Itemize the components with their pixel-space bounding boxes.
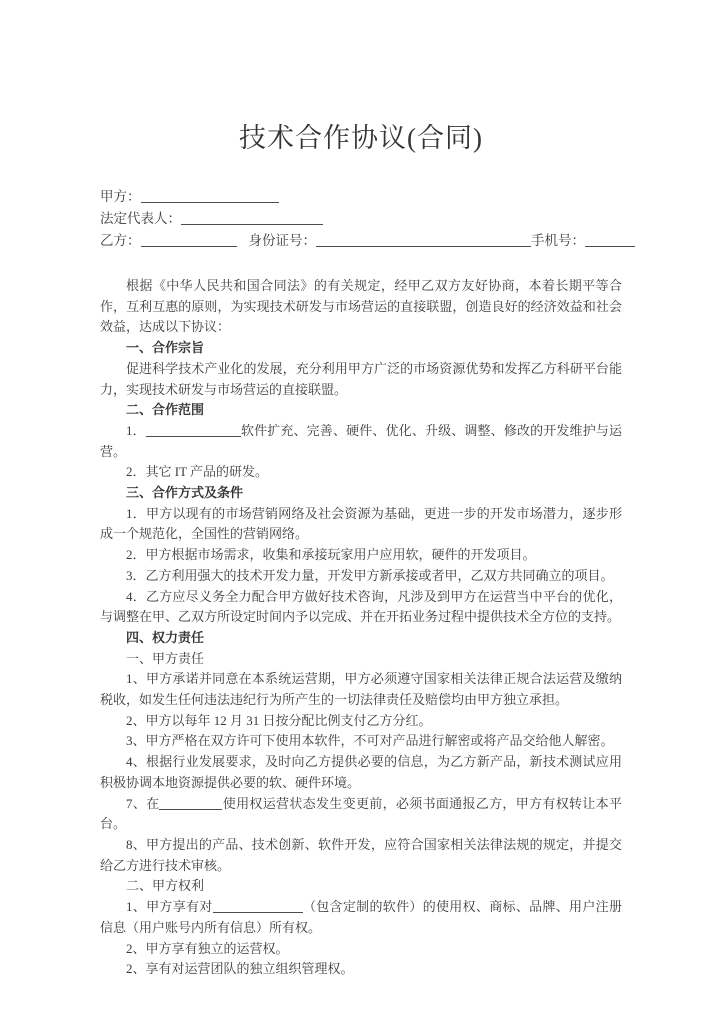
section-4a-item-8: 8、甲方提出的产品、技术创新、软件开发，应符合国家相关法律法规的规定，并提交给乙方进行技术审核。 xyxy=(100,836,622,873)
legal-representative-label: 法定代表人： xyxy=(100,211,181,226)
section-3-item-3: 3．乙方利用强大的技术开发力量，开发甲方新承接或者甲，乙双方共同确立的项目。 xyxy=(126,567,614,583)
contract-body xyxy=(100,276,622,980)
section-2-item-1 xyxy=(100,421,622,462)
section-2-item-1-blank xyxy=(146,424,241,437)
section-4b-heading: 二、甲方权利 xyxy=(126,878,205,894)
party-a-label: 甲方： xyxy=(100,189,141,204)
section-4a-item-4: 4、根据行业发展要求，及时向乙方提供必要的信息，为乙方新产品，新技术测试应用积极协调本地资源提供必要的软、硬件环境。 xyxy=(100,754,622,790)
party-info-block xyxy=(100,186,622,252)
section-4b-item-2: 2、甲方享有独立的运营权。 xyxy=(126,940,289,956)
section-4b-item-1-pre: 1、甲方享有对 xyxy=(126,899,213,915)
phone-number-blank xyxy=(585,234,635,247)
id-number-label: 身份证号： xyxy=(248,233,316,248)
section-4b-item-1 xyxy=(100,897,622,938)
party-a-blank xyxy=(141,190,279,203)
section-3-item-2: 2．甲方根据市场需求，收集和承接玩家用户应用软，硬件的开发项目。 xyxy=(126,547,536,563)
section-4a-item-7 xyxy=(100,794,622,835)
section-2-item-2: 2．其它 IT 产品的研发。 xyxy=(126,464,269,480)
document-title: 技术合作协议(合同) xyxy=(239,123,483,153)
section-2-item-1-text: 软件扩充、完善、硬件、优化、升级、调整、修改的开发维护与运营。 xyxy=(100,422,622,459)
section-4b-item-1-text: （包含定制的软件）的使用权、商标、品牌、用户注册信息（用户账号内所有信息）所有权。 xyxy=(100,899,622,935)
party-b-label: 乙方： xyxy=(100,233,141,248)
preamble-paragraph: 根据《中华人民共和国合同法》的有关规定，经甲乙双方友好协商，本着长期平等合作，互利互惠的原则，为实现技术研发与市场营运的直接联盟，创造良好的经济效益和社会效益，达成以下协议： xyxy=(100,278,622,335)
section-4a-item-7-text: 使用权运营状态发生变更前，必须书面通报乙方，甲方有权转让本平台。 xyxy=(100,795,622,832)
section-3-item-4: 4．乙方应尽义务全力配合甲方做好技术咨询，凡涉及到甲方在运营当中平台的优化，与调整在甲、乙双方所设定时间内予以完成、并在开拓业务过程中提供技术全方位的支持。 xyxy=(100,588,622,625)
phone-number-label: 手机号： xyxy=(531,233,585,248)
section-4b-item-1-blank xyxy=(213,900,303,913)
section-3-item-1: 1．甲方以现有的市场营销网络及社会资源为基础，更进一步的开发市场潜力，逐步形成一个规范化，全国性的营销网络。 xyxy=(100,505,622,542)
section-2-heading: 二、合作范围 xyxy=(126,402,205,418)
id-number-blank xyxy=(316,234,531,247)
section-4a-item-1: 1、甲方承诺并同意在本系统运营期，甲方必须遵守国家相关法律正规合法运营及缴纳税收，如发生任何违法违纪行为所产生的一切法律责任及赔偿均由甲方独立承担。 xyxy=(100,671,622,708)
legal-representative-line xyxy=(100,208,622,230)
party-b-line xyxy=(100,230,622,252)
section-4a-item-7-blank xyxy=(159,797,222,810)
section-4-heading: 四、权力责任 xyxy=(126,629,205,645)
section-4a-item-3: 3、甲方严格在双方许可下使用本软件，不可对产品进行解密或将产品交给他人解密。 xyxy=(126,733,614,749)
section-3-heading: 三、合作方式及条件 xyxy=(126,485,244,501)
party-a-line xyxy=(100,186,622,208)
section-1-body: 促进科学技术产业化的发展，充分利用甲方广泛的市场资源优势和发挥乙方科研平台能力，实现技术研发与市场营运的直接联盟。 xyxy=(100,360,622,397)
section-4a-item-2: 2、甲方以每年 12 月 31 日按分配比例支付乙方分红。 xyxy=(126,712,432,728)
section-4b-item-3: 2、享有对运营团队的独立组织管理权。 xyxy=(126,961,354,977)
party-b-blank xyxy=(141,234,237,247)
section-4a-item-7-pre: 7、在 xyxy=(126,795,160,811)
section-4a-heading: 一、甲方责任 xyxy=(126,650,205,666)
contract-content xyxy=(100,0,622,980)
legal-representative-blank xyxy=(181,212,323,225)
section-2-item-1-number: 1． xyxy=(126,422,146,438)
section-1-heading: 一、合作宗旨 xyxy=(126,340,205,356)
